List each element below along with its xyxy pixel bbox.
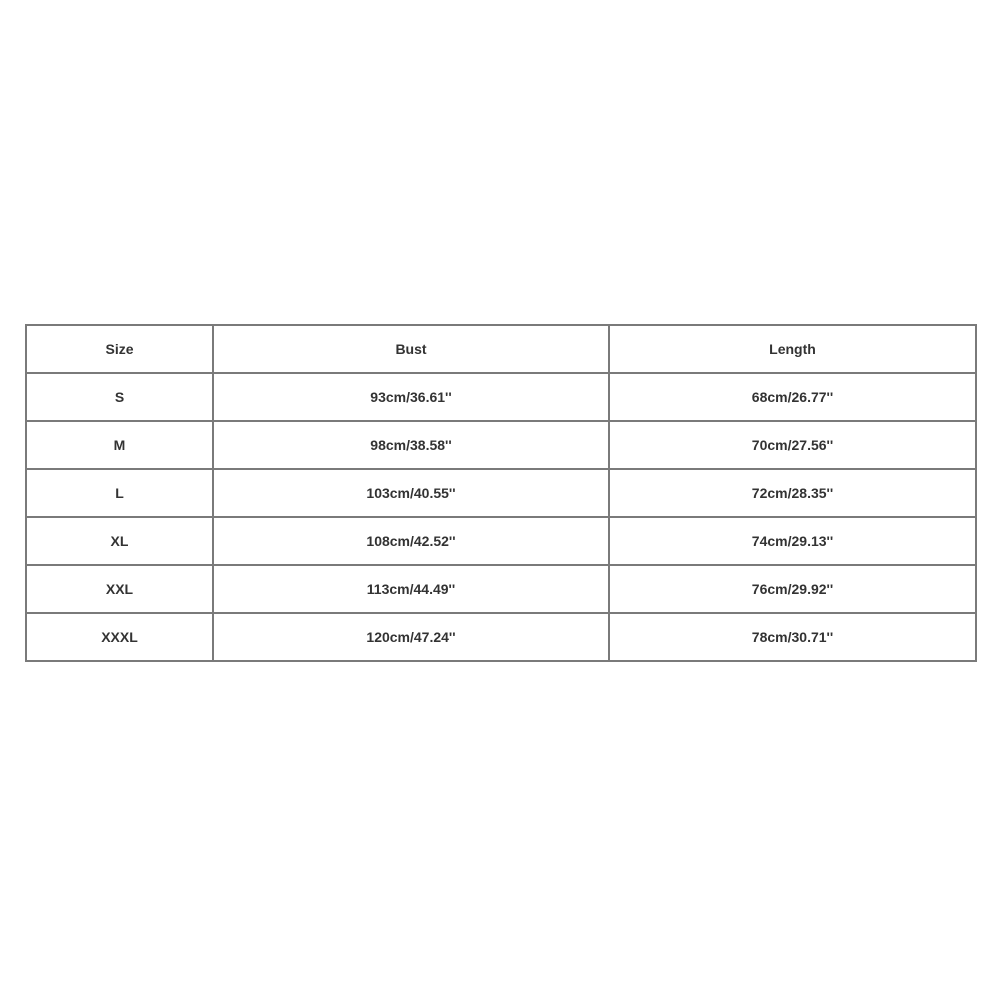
header-size: Size [26, 325, 213, 373]
size-cell: XXL [26, 565, 213, 613]
size-cell: L [26, 469, 213, 517]
length-cell: 74cm/29.13'' [609, 517, 976, 565]
size-cell: XL [26, 517, 213, 565]
table-row [26, 613, 976, 661]
length-cell: 70cm/27.56'' [609, 421, 976, 469]
bust-cell: 120cm/47.24'' [213, 613, 609, 661]
table-row [26, 421, 976, 469]
length-cell: 72cm/28.35'' [609, 469, 976, 517]
bust-cell: 98cm/38.58'' [213, 421, 609, 469]
size-cell: M [26, 421, 213, 469]
table-row [26, 373, 976, 421]
size-cell: XXXL [26, 613, 213, 661]
size-cell: S [26, 373, 213, 421]
header-length: Length [609, 325, 976, 373]
bust-cell: 113cm/44.49'' [213, 565, 609, 613]
size-chart-table [25, 324, 977, 662]
bust-cell: 93cm/36.61'' [213, 373, 609, 421]
length-cell: 76cm/29.92'' [609, 565, 976, 613]
bust-cell: 108cm/42.52'' [213, 517, 609, 565]
table-row [26, 565, 976, 613]
table-row [26, 469, 976, 517]
bust-cell: 103cm/40.55'' [213, 469, 609, 517]
table-row [26, 517, 976, 565]
header-bust: Bust [213, 325, 609, 373]
length-cell: 78cm/30.71'' [609, 613, 976, 661]
length-cell: 68cm/26.77'' [609, 373, 976, 421]
table-header-row [26, 325, 976, 373]
